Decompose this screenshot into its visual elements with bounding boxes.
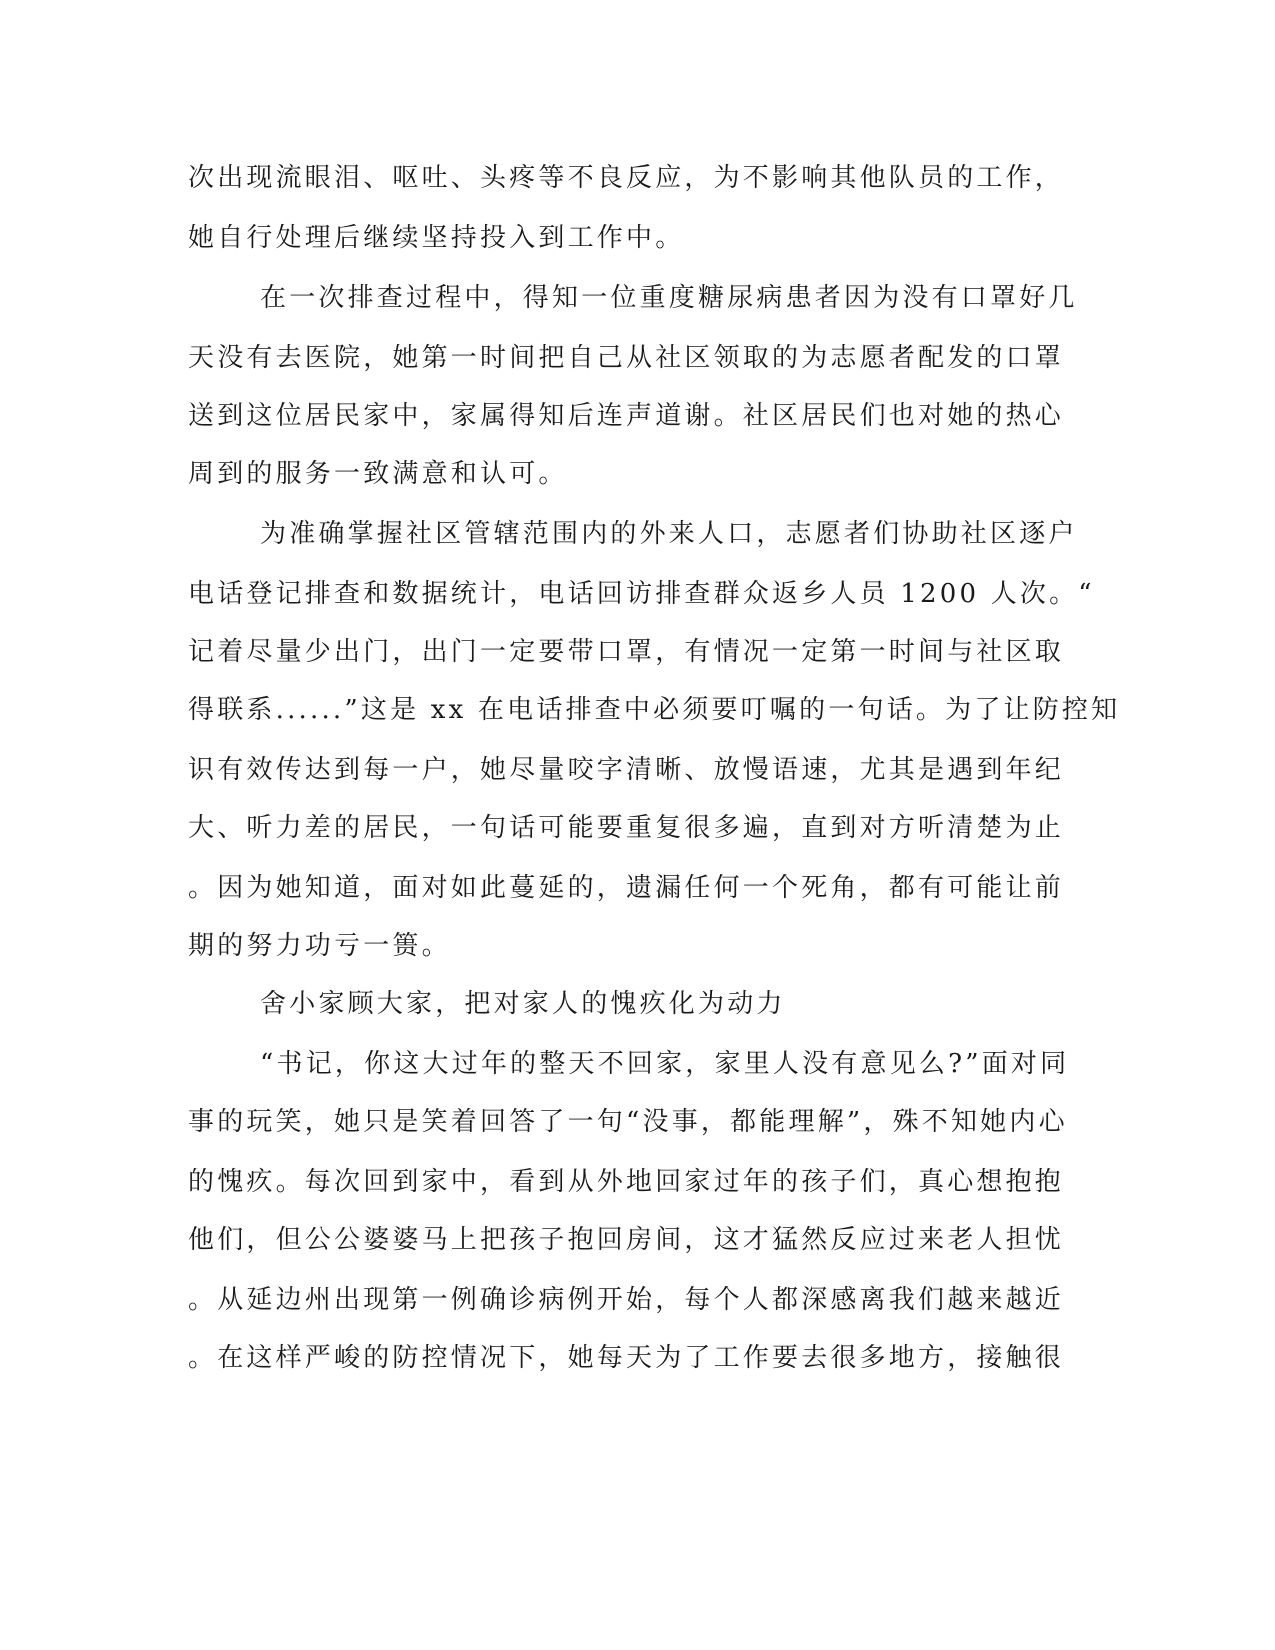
- text-line: 记着尽量少出门，出门一定要带口罩，有情况一定第一时间与社区取: [188, 637, 1065, 667]
- text-line: 她自行处理后继续坚持投入到工作中。: [188, 223, 685, 253]
- text-line: 周到的服务一致满意和认可。: [188, 459, 568, 489]
- text-line: 大、听力差的居民，一句话可能要重复很多遍，直到对方听清楚为止: [188, 813, 1065, 843]
- paragraph-start-line: 在一次排查过程中，得知一位重度糖尿病患者因为没有口罩好几: [260, 283, 1078, 313]
- text-line: 识有效传达到每一户，她尽量咬字清晰、放慢语速，尤其是遇到年纪: [188, 755, 1065, 785]
- text-line: 得联系......”这是 xx 在电话排查中必须要叮嘱的一句话。为了让防控知: [188, 695, 1121, 725]
- text-line: 。从延边州出现第一例确诊病例开始，每个人都深感离我们越来越近: [188, 1285, 1065, 1315]
- text-line: 电话登记排查和数据统计，电话回访排查群众返乡人员 1200 人次。“: [188, 579, 1095, 609]
- paragraph-start-line: 为准确掌握社区管辖范围内的外来人口，志愿者们协助社区逐户: [260, 519, 1078, 549]
- text-line: 期的努力功亏一篑。: [188, 931, 451, 961]
- text-line: 的愧疚。每次回到家中，看到从外地回家过年的孩子们，真心想抱抱: [188, 1167, 1065, 1197]
- text-line: 。在这样严峻的防控情况下，她每天为了工作要去很多地方，接触很: [188, 1343, 1065, 1373]
- text-line: 次出现流眼泪、呕吐、头疼等不良反应，为不影响其他队员的工作，: [188, 163, 1065, 193]
- text-line: 。因为她知道，面对如此蔓延的，遗漏任何一个死角，都有可能让前: [188, 873, 1065, 903]
- text-line: 他们，但公公婆婆马上把孩子抱回房间，这才猛然反应过来老人担忧: [188, 1225, 1065, 1255]
- text-line: 送到这位居民家中，家属得知后连声道谢。社区居民们也对她的热心: [188, 401, 1065, 431]
- text-line: 天没有去医院，她第一时间把自己从社区领取的为志愿者配发的口罩: [188, 343, 1065, 373]
- section-heading: 舍小家顾大家，把对家人的愧疚化为动力: [260, 989, 786, 1019]
- text-line: 事的玩笑，她只是笑着回答了一句“没事，都能理解”，殊不知她内心: [188, 1107, 1068, 1137]
- paragraph-start-line: “书记，你这大过年的整天不回家，家里人没有意见么?”面对同: [260, 1049, 1070, 1079]
